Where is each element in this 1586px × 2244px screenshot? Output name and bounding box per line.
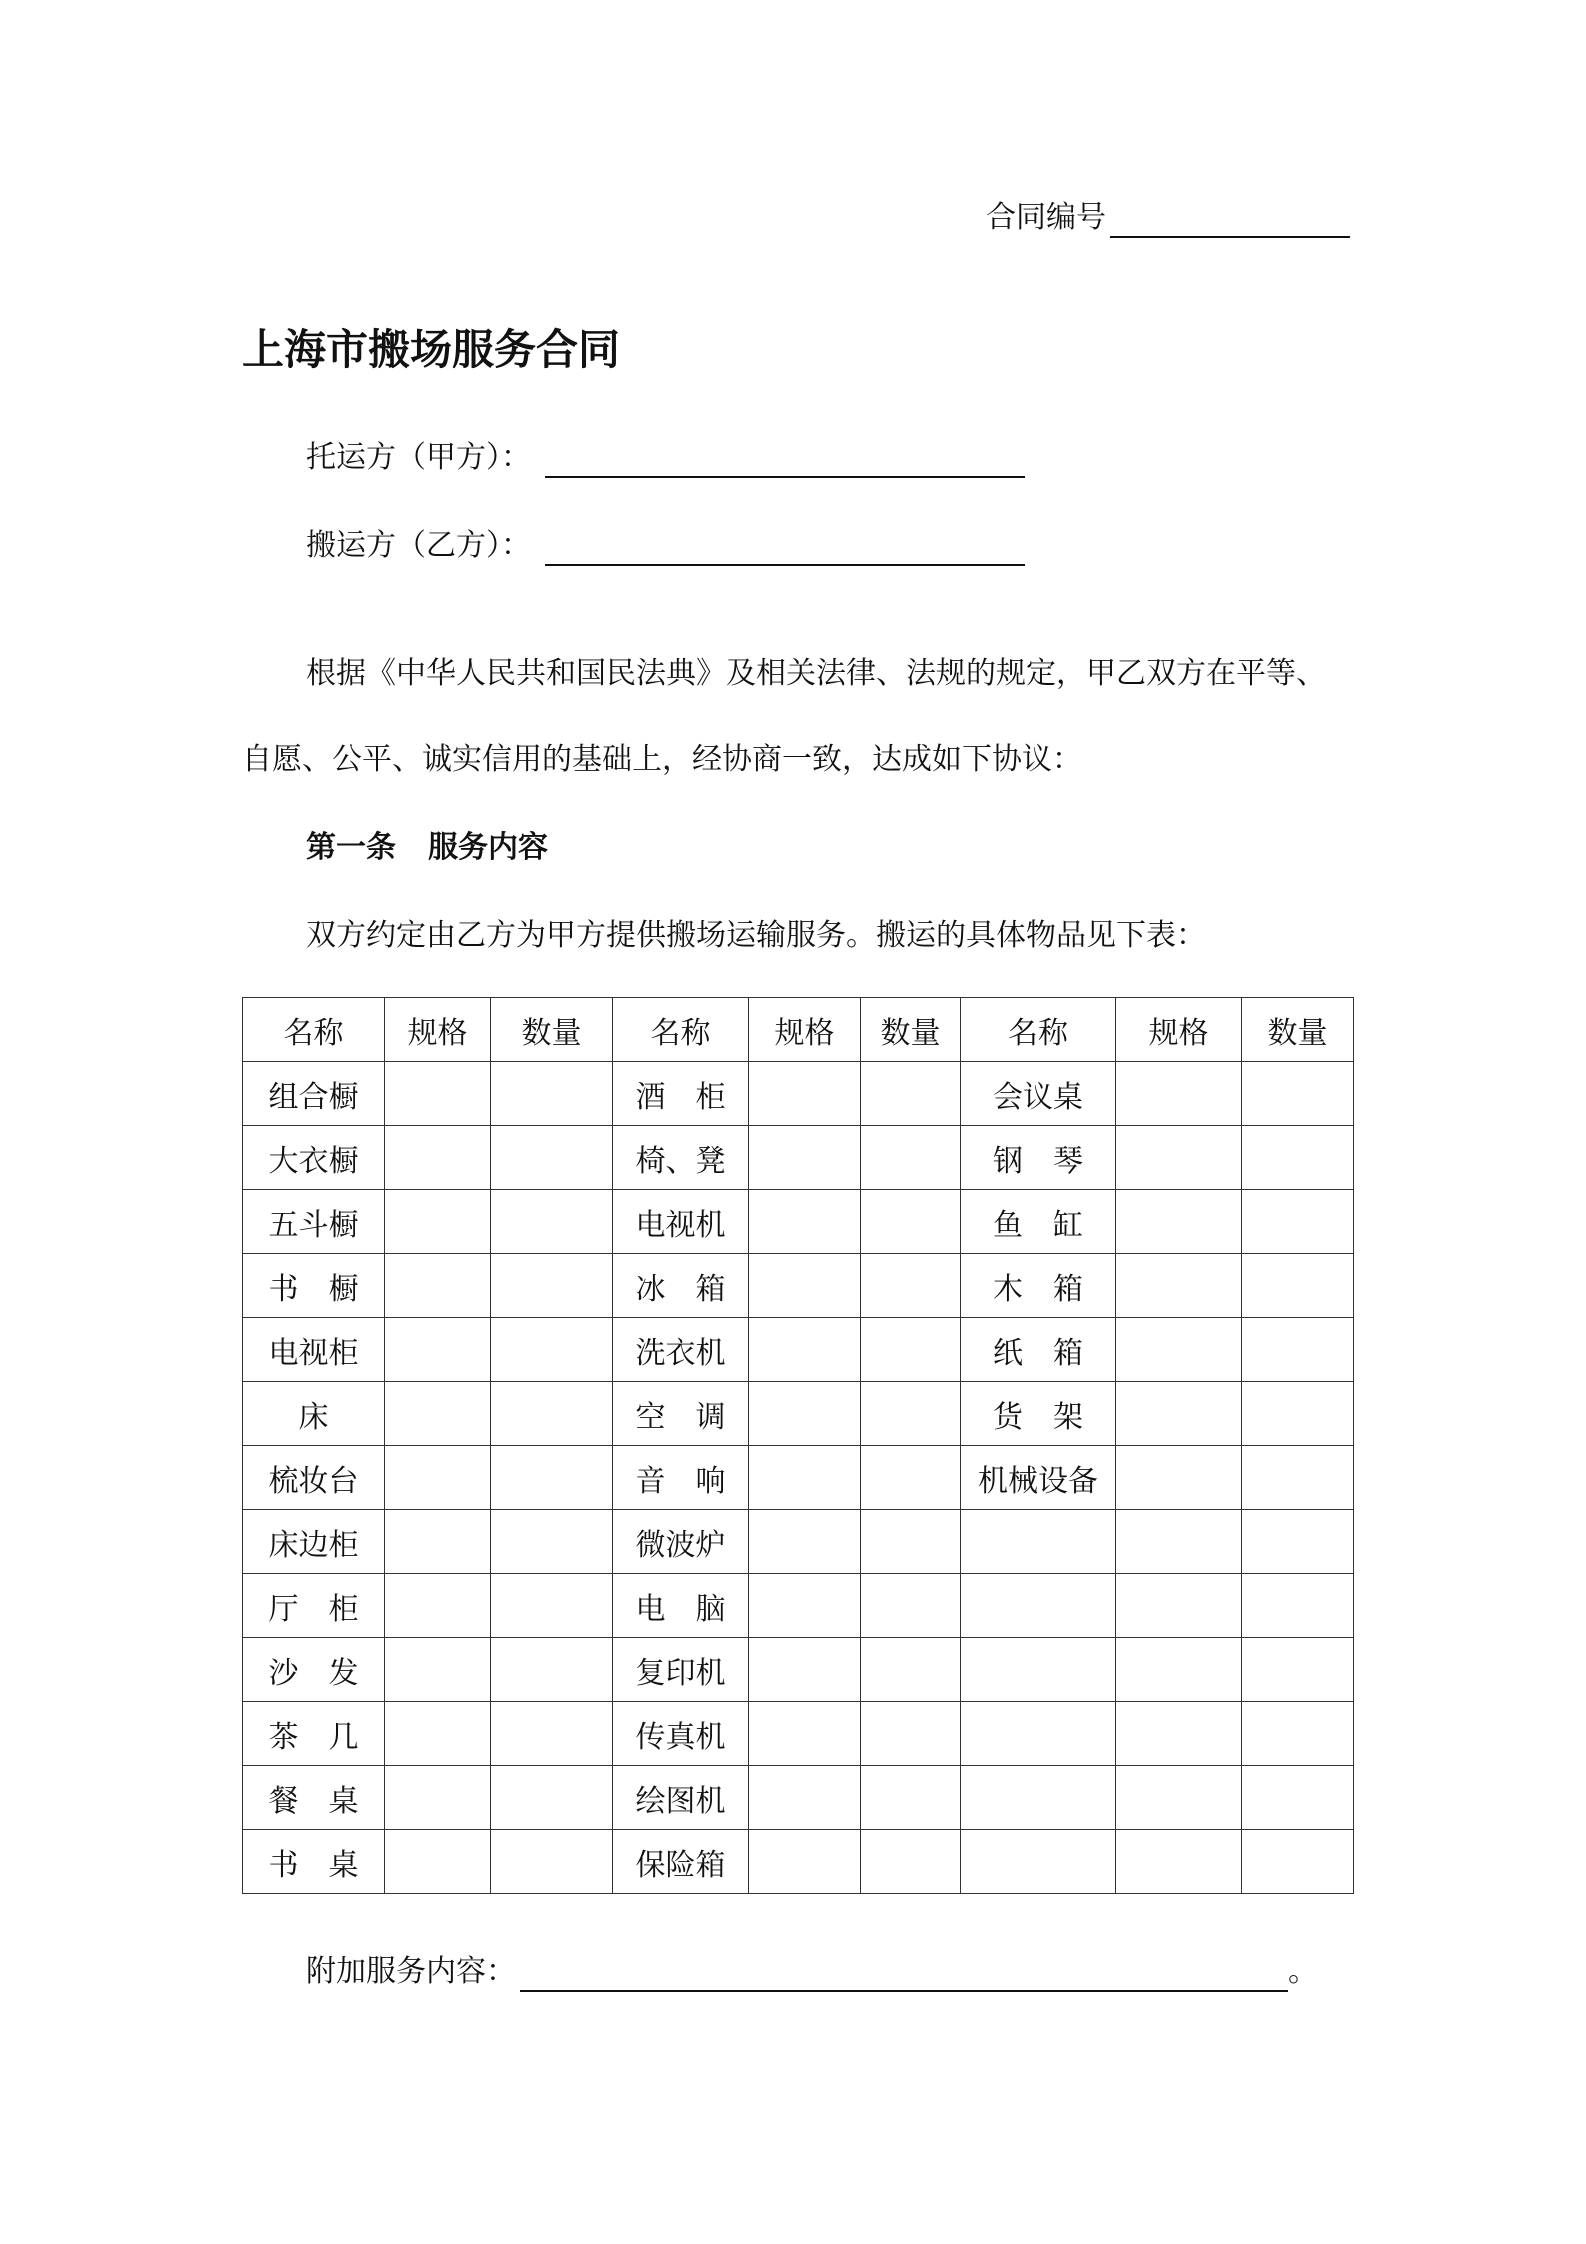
- item-spec-cell[interactable]: [1116, 1318, 1242, 1382]
- item-name-cell: 鱼 缸: [961, 1190, 1116, 1254]
- item-spec-cell[interactable]: [385, 1254, 491, 1318]
- table-row: [243, 1446, 1354, 1510]
- items-table: [242, 997, 1354, 1894]
- item-name-cell: 空 调: [613, 1382, 749, 1446]
- item-quantity-cell[interactable]: [861, 1446, 961, 1510]
- document-title: 上海市搬场服务合同: [242, 325, 621, 374]
- table-row: [243, 1702, 1354, 1766]
- item-name-cell: 会议桌: [961, 1062, 1116, 1126]
- item-name-cell: 电视柜: [243, 1318, 385, 1382]
- item-spec-cell[interactable]: [749, 1574, 861, 1638]
- additional-services-label: 附加服务内容：: [306, 1954, 516, 1989]
- party-a-field[interactable]: [545, 436, 1025, 478]
- item-quantity-cell[interactable]: [1242, 1126, 1354, 1190]
- table-row: [243, 1510, 1354, 1574]
- item-quantity-cell[interactable]: [861, 1382, 961, 1446]
- header-name: 名称: [961, 998, 1116, 1062]
- item-quantity-cell[interactable]: [491, 1574, 613, 1638]
- item-name-cell: 绘图机: [613, 1766, 749, 1830]
- item-name-cell: 酒 柜: [613, 1062, 749, 1126]
- item-spec-cell[interactable]: [385, 1830, 491, 1894]
- item-spec-cell[interactable]: [749, 1126, 861, 1190]
- item-name-cell: 纸 箱: [961, 1318, 1116, 1382]
- item-name-cell: 音 响: [613, 1446, 749, 1510]
- header-spec: 规格: [749, 998, 861, 1062]
- item-name-cell: 梳妆台: [243, 1446, 385, 1510]
- item-name-cell: 洗衣机: [613, 1318, 749, 1382]
- article-1-number: 第一条: [306, 830, 396, 865]
- item-name-cell: 复印机: [613, 1638, 749, 1702]
- item-name-cell: 保险箱: [613, 1830, 749, 1894]
- additional-services-end: 。: [1288, 1954, 1318, 1989]
- item-spec-cell[interactable]: [749, 1638, 861, 1702]
- article-1-heading: [306, 828, 548, 868]
- item-spec-cell[interactable]: [1116, 1190, 1242, 1254]
- header-name: 名称: [613, 998, 749, 1062]
- item-quantity-cell[interactable]: [861, 1702, 961, 1766]
- item-quantity-cell[interactable]: [1242, 1766, 1354, 1830]
- item-spec-cell[interactable]: [1116, 1702, 1242, 1766]
- item-quantity-cell[interactable]: [491, 1382, 613, 1446]
- item-name-cell: [961, 1766, 1116, 1830]
- item-quantity-cell[interactable]: [1242, 1318, 1354, 1382]
- item-spec-cell[interactable]: [1116, 1638, 1242, 1702]
- item-quantity-cell[interactable]: [491, 1638, 613, 1702]
- item-spec-cell[interactable]: [385, 1510, 491, 1574]
- item-spec-cell[interactable]: [749, 1382, 861, 1446]
- item-spec-cell[interactable]: [749, 1190, 861, 1254]
- item-quantity-cell[interactable]: [861, 1574, 961, 1638]
- item-spec-cell[interactable]: [1116, 1574, 1242, 1638]
- item-quantity-cell[interactable]: [491, 1446, 613, 1510]
- header-quantity: 数量: [861, 998, 961, 1062]
- item-name-cell: 钢 琴: [961, 1126, 1116, 1190]
- item-spec-cell[interactable]: [1116, 1446, 1242, 1510]
- item-quantity-cell[interactable]: [1242, 1638, 1354, 1702]
- header-spec: 规格: [385, 998, 491, 1062]
- item-name-cell: 机械设备: [961, 1446, 1116, 1510]
- item-quantity-cell[interactable]: [491, 1510, 613, 1574]
- table-row: [243, 1126, 1354, 1190]
- item-spec-cell[interactable]: [749, 1062, 861, 1126]
- item-quantity-cell[interactable]: [861, 1062, 961, 1126]
- item-name-cell: 餐 桌: [243, 1766, 385, 1830]
- item-quantity-cell[interactable]: [861, 1254, 961, 1318]
- items-table-body: [243, 1062, 1354, 1894]
- item-name-cell: 电 脑: [613, 1574, 749, 1638]
- additional-services: [306, 1950, 1318, 1992]
- table-row: [243, 1318, 1354, 1382]
- item-spec-cell[interactable]: [749, 1318, 861, 1382]
- item-name-cell: [961, 1638, 1116, 1702]
- table-header-row: [243, 998, 1354, 1062]
- item-spec-cell[interactable]: [749, 1702, 861, 1766]
- item-spec-cell[interactable]: [749, 1254, 861, 1318]
- item-quantity-cell[interactable]: [861, 1190, 961, 1254]
- item-spec-cell[interactable]: [1116, 1254, 1242, 1318]
- item-name-cell: 微波炉: [613, 1510, 749, 1574]
- table-row: [243, 1574, 1354, 1638]
- item-spec-cell[interactable]: [749, 1766, 861, 1830]
- item-quantity-cell[interactable]: [861, 1766, 961, 1830]
- item-spec-cell[interactable]: [385, 1190, 491, 1254]
- table-row: [243, 1638, 1354, 1702]
- header-name: 名称: [243, 998, 385, 1062]
- contract-number-label: 合同编号: [986, 200, 1106, 235]
- item-name-cell: 五斗橱: [243, 1190, 385, 1254]
- item-quantity-cell[interactable]: [861, 1126, 961, 1190]
- item-name-cell: 组合橱: [243, 1062, 385, 1126]
- table-row: [243, 1382, 1354, 1446]
- preamble-line-2: 自愿、公平、诚实信用的基础上，经协商一致，达成如下协议：: [242, 742, 1082, 777]
- additional-services-field[interactable]: [520, 1950, 1288, 1992]
- item-name-cell: 传真机: [613, 1702, 749, 1766]
- item-quantity-cell[interactable]: [861, 1318, 961, 1382]
- item-quantity-cell[interactable]: [1242, 1062, 1354, 1126]
- item-name-cell: 电视机: [613, 1190, 749, 1254]
- item-spec-cell[interactable]: [1116, 1126, 1242, 1190]
- party-b-label: 搬运方（乙方）：: [306, 528, 531, 563]
- item-name-cell: 大衣橱: [243, 1126, 385, 1190]
- item-quantity-cell[interactable]: [1242, 1510, 1354, 1574]
- party-b: [306, 524, 1025, 566]
- item-spec-cell[interactable]: [1116, 1510, 1242, 1574]
- header-quantity: 数量: [491, 998, 613, 1062]
- item-quantity-cell[interactable]: [1242, 1830, 1354, 1894]
- item-spec-cell[interactable]: [385, 1382, 491, 1446]
- party-a: [306, 436, 1025, 478]
- items-table-wrapper: [242, 997, 1354, 1894]
- preamble-line-1: 根据《中华人民共和国民法典》及相关法律、法规的规定，甲乙双方在平等、: [306, 656, 1326, 691]
- item-spec-cell[interactable]: [1116, 1766, 1242, 1830]
- item-name-cell: [961, 1510, 1116, 1574]
- item-spec-cell[interactable]: [749, 1446, 861, 1510]
- header-spec: 规格: [1116, 998, 1242, 1062]
- item-quantity-cell[interactable]: [861, 1510, 961, 1574]
- item-name-cell: 货 架: [961, 1382, 1116, 1446]
- party-b-field[interactable]: [545, 524, 1025, 566]
- item-quantity-cell[interactable]: [491, 1126, 613, 1190]
- article-1-title: 服务内容: [428, 830, 548, 865]
- item-name-cell: 厅 柜: [243, 1574, 385, 1638]
- item-name-cell: 木 箱: [961, 1254, 1116, 1318]
- item-name-cell: 椅、凳: [613, 1126, 749, 1190]
- item-quantity-cell[interactable]: [1242, 1190, 1354, 1254]
- contract-number-field[interactable]: [1110, 196, 1350, 238]
- item-name-cell: 书 桌: [243, 1830, 385, 1894]
- item-spec-cell[interactable]: [385, 1574, 491, 1638]
- item-quantity-cell[interactable]: [1242, 1574, 1354, 1638]
- item-spec-cell[interactable]: [385, 1702, 491, 1766]
- item-quantity-cell[interactable]: [861, 1638, 961, 1702]
- item-name-cell: 冰 箱: [613, 1254, 749, 1318]
- table-row: [243, 1190, 1354, 1254]
- table-row: [243, 1062, 1354, 1126]
- table-row: [243, 1766, 1354, 1830]
- item-spec-cell[interactable]: [749, 1830, 861, 1894]
- item-name-cell: 床边柜: [243, 1510, 385, 1574]
- item-quantity-cell[interactable]: [1242, 1254, 1354, 1318]
- contract-number: [986, 196, 1350, 238]
- item-spec-cell[interactable]: [1116, 1062, 1242, 1126]
- item-spec-cell[interactable]: [385, 1318, 491, 1382]
- item-quantity-cell[interactable]: [491, 1190, 613, 1254]
- item-spec-cell[interactable]: [1116, 1830, 1242, 1894]
- item-name-cell: 书 橱: [243, 1254, 385, 1318]
- item-spec-cell[interactable]: [385, 1638, 491, 1702]
- party-a-label: 托运方（甲方）：: [306, 440, 531, 475]
- item-quantity-cell[interactable]: [1242, 1382, 1354, 1446]
- item-name-cell: 茶 几: [243, 1702, 385, 1766]
- item-spec-cell[interactable]: [749, 1510, 861, 1574]
- item-quantity-cell[interactable]: [491, 1766, 613, 1830]
- item-quantity-cell[interactable]: [491, 1702, 613, 1766]
- item-quantity-cell[interactable]: [491, 1830, 613, 1894]
- item-quantity-cell[interactable]: [491, 1062, 613, 1126]
- table-row: [243, 1254, 1354, 1318]
- item-quantity-cell[interactable]: [1242, 1702, 1354, 1766]
- item-quantity-cell[interactable]: [491, 1254, 613, 1318]
- item-name-cell: [961, 1574, 1116, 1638]
- item-spec-cell[interactable]: [385, 1062, 491, 1126]
- item-spec-cell[interactable]: [1116, 1382, 1242, 1446]
- item-name-cell: [961, 1702, 1116, 1766]
- item-spec-cell[interactable]: [385, 1766, 491, 1830]
- item-name-cell: 沙 发: [243, 1638, 385, 1702]
- item-name-cell: 床: [243, 1382, 385, 1446]
- item-spec-cell[interactable]: [385, 1446, 491, 1510]
- header-quantity: 数量: [1242, 998, 1354, 1062]
- item-quantity-cell[interactable]: [1242, 1446, 1354, 1510]
- item-spec-cell[interactable]: [385, 1126, 491, 1190]
- item-name-cell: [961, 1830, 1116, 1894]
- service-intro: 双方约定由乙方为甲方提供搬场运输服务。搬运的具体物品见下表：: [306, 918, 1206, 953]
- table-row: [243, 1830, 1354, 1894]
- item-quantity-cell[interactable]: [491, 1318, 613, 1382]
- item-quantity-cell[interactable]: [861, 1830, 961, 1894]
